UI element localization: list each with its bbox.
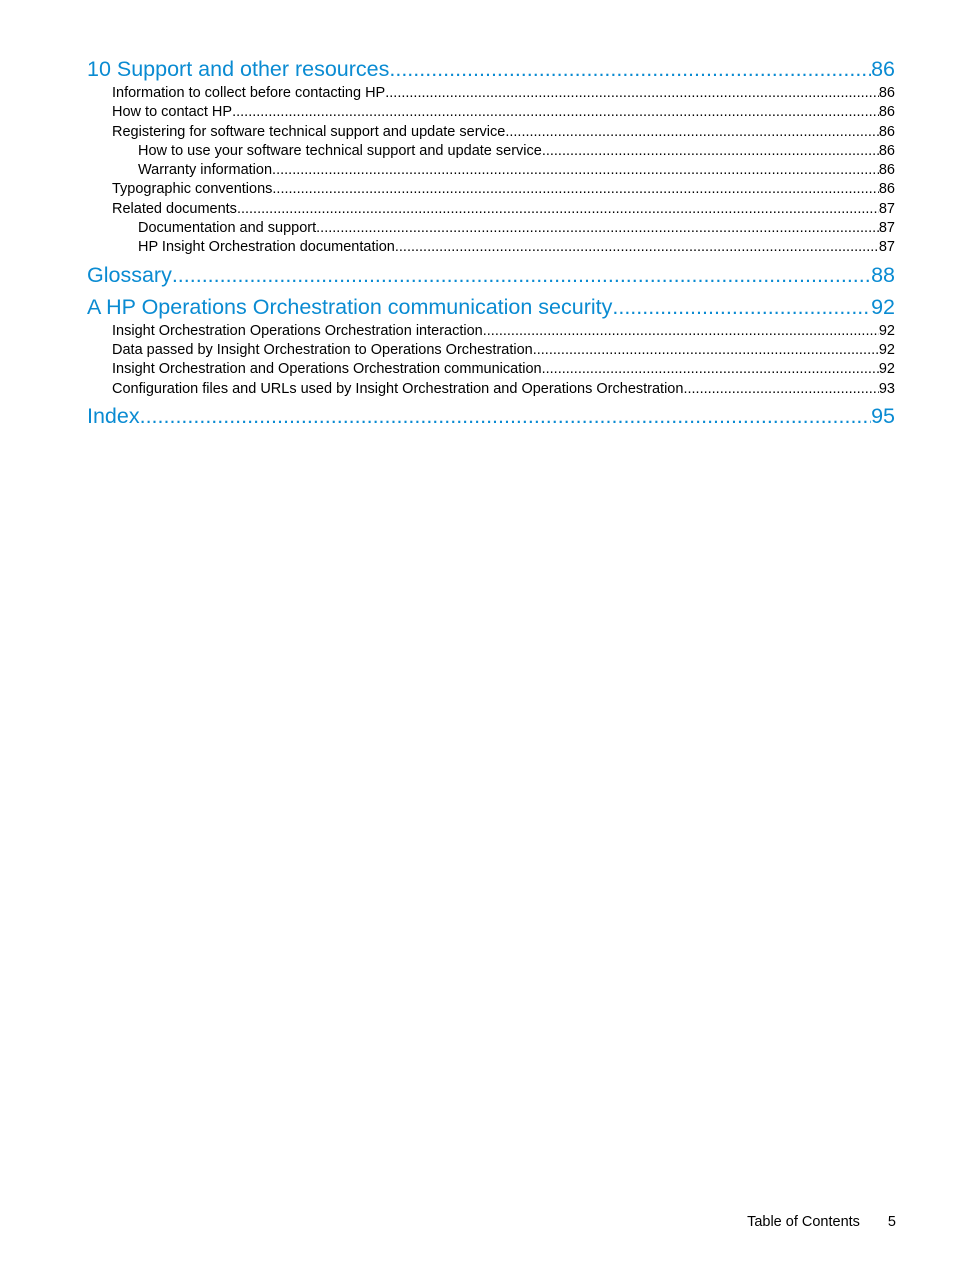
toc-entry-how-to-use-support[interactable] [87,142,895,161]
toc-entry-typographic-conventions[interactable] [87,180,895,199]
dot-leader [316,219,879,238]
toc-entry-page: 86 [878,162,895,179]
toc-entry-label: Typographic conventions [112,181,273,198]
toc-entry-warranty[interactable] [87,161,895,180]
toc-entry-config-files-urls[interactable] [87,380,895,399]
dot-leader [232,103,879,122]
toc-entry-label: Insight Orchestration and Operations Orchestration communication [112,361,542,378]
toc-entry-label: HP Insight Orchestration documentation [138,239,395,256]
footer-section-title: Table of Contents [747,1214,860,1230]
dot-leader [272,161,879,180]
toc-entry-label: How to contact HP [112,104,233,121]
toc-entry-page: 92 [878,341,895,358]
toc-entry-page: 95 [871,403,895,428]
toc-entry-label: Documentation and support [138,220,317,237]
dot-leader [612,292,871,322]
toc-entry-page: 86 [878,85,895,101]
toc-entry-information-to-collect[interactable] [87,84,895,103]
toc-entry-label: Related documents [112,200,237,217]
toc-entry-label: 10 Support and other resources [87,57,390,81]
toc-entry-label: Registering for software technical support and update service [112,123,506,140]
toc-entry-page: 86 [871,57,895,81]
toc-entry-label: Data passed by Insight Orchestration to Operations Orchestration [112,341,533,358]
dot-leader [683,380,878,399]
toc-entry-label: How to use your software technical support and update service [138,142,542,159]
dot-leader [542,142,879,161]
dot-leader [542,360,879,379]
toc-entry-support-resources[interactable] [87,54,895,84]
toc-entry-insight-orchestration-docs[interactable] [87,238,895,257]
dot-leader [505,123,879,142]
toc-entry-page: 92 [878,322,895,339]
page-footer [747,1214,896,1230]
dot-leader [483,322,879,341]
toc-entry-page: 86 [878,104,895,121]
toc-entry-page: 93 [878,380,895,397]
toc-entry-oo-communication[interactable] [87,360,895,379]
toc-entry-label: Index [87,403,140,428]
toc-entry-appendix-a[interactable] [87,292,895,322]
dot-leader [385,84,879,103]
toc-entry-label: Warranty information [138,162,273,179]
toc-entry-page: 92 [878,361,895,378]
toc-entry-page: 87 [878,220,895,237]
dot-leader [395,238,879,257]
toc-entry-oo-interaction[interactable] [87,322,895,341]
dot-leader [172,260,871,290]
dot-leader [272,180,878,199]
footer-page-number: 5 [887,1214,896,1230]
toc-entry-how-to-contact[interactable] [87,103,895,122]
dot-leader [389,54,871,84]
table-of-contents [87,54,895,431]
toc-entry-page: 92 [871,294,895,319]
toc-entry-label: Configuration files and URLs used by Insight Orchestration and Operations Orchestration [112,380,684,397]
toc-entry-label: Glossary [87,262,172,287]
toc-entry-label: Information to collect before contacting HP [112,85,386,101]
toc-entry-page: 86 [878,123,895,140]
toc-entry-index[interactable] [87,401,895,431]
toc-entry-glossary[interactable] [87,260,895,290]
toc-entry-data-passed[interactable] [87,341,895,360]
toc-entry-page: 87 [878,239,895,256]
toc-entry-related-documents[interactable] [87,200,895,219]
dot-leader [237,200,879,219]
toc-entry-label: Insight Orchestration Operations Orchestration interaction [112,322,483,339]
dot-leader [533,341,879,360]
toc-entry-page: 86 [878,142,895,159]
dot-leader [140,401,871,431]
toc-entry-page: 88 [871,262,895,287]
toc-entry-page: 86 [878,181,895,198]
toc-entry-documentation-support[interactable] [87,219,895,238]
toc-entry-registering-support[interactable] [87,123,895,142]
toc-entry-label: A HP Operations Orchestration communication security [87,294,613,319]
toc-entry-page: 87 [878,200,895,217]
